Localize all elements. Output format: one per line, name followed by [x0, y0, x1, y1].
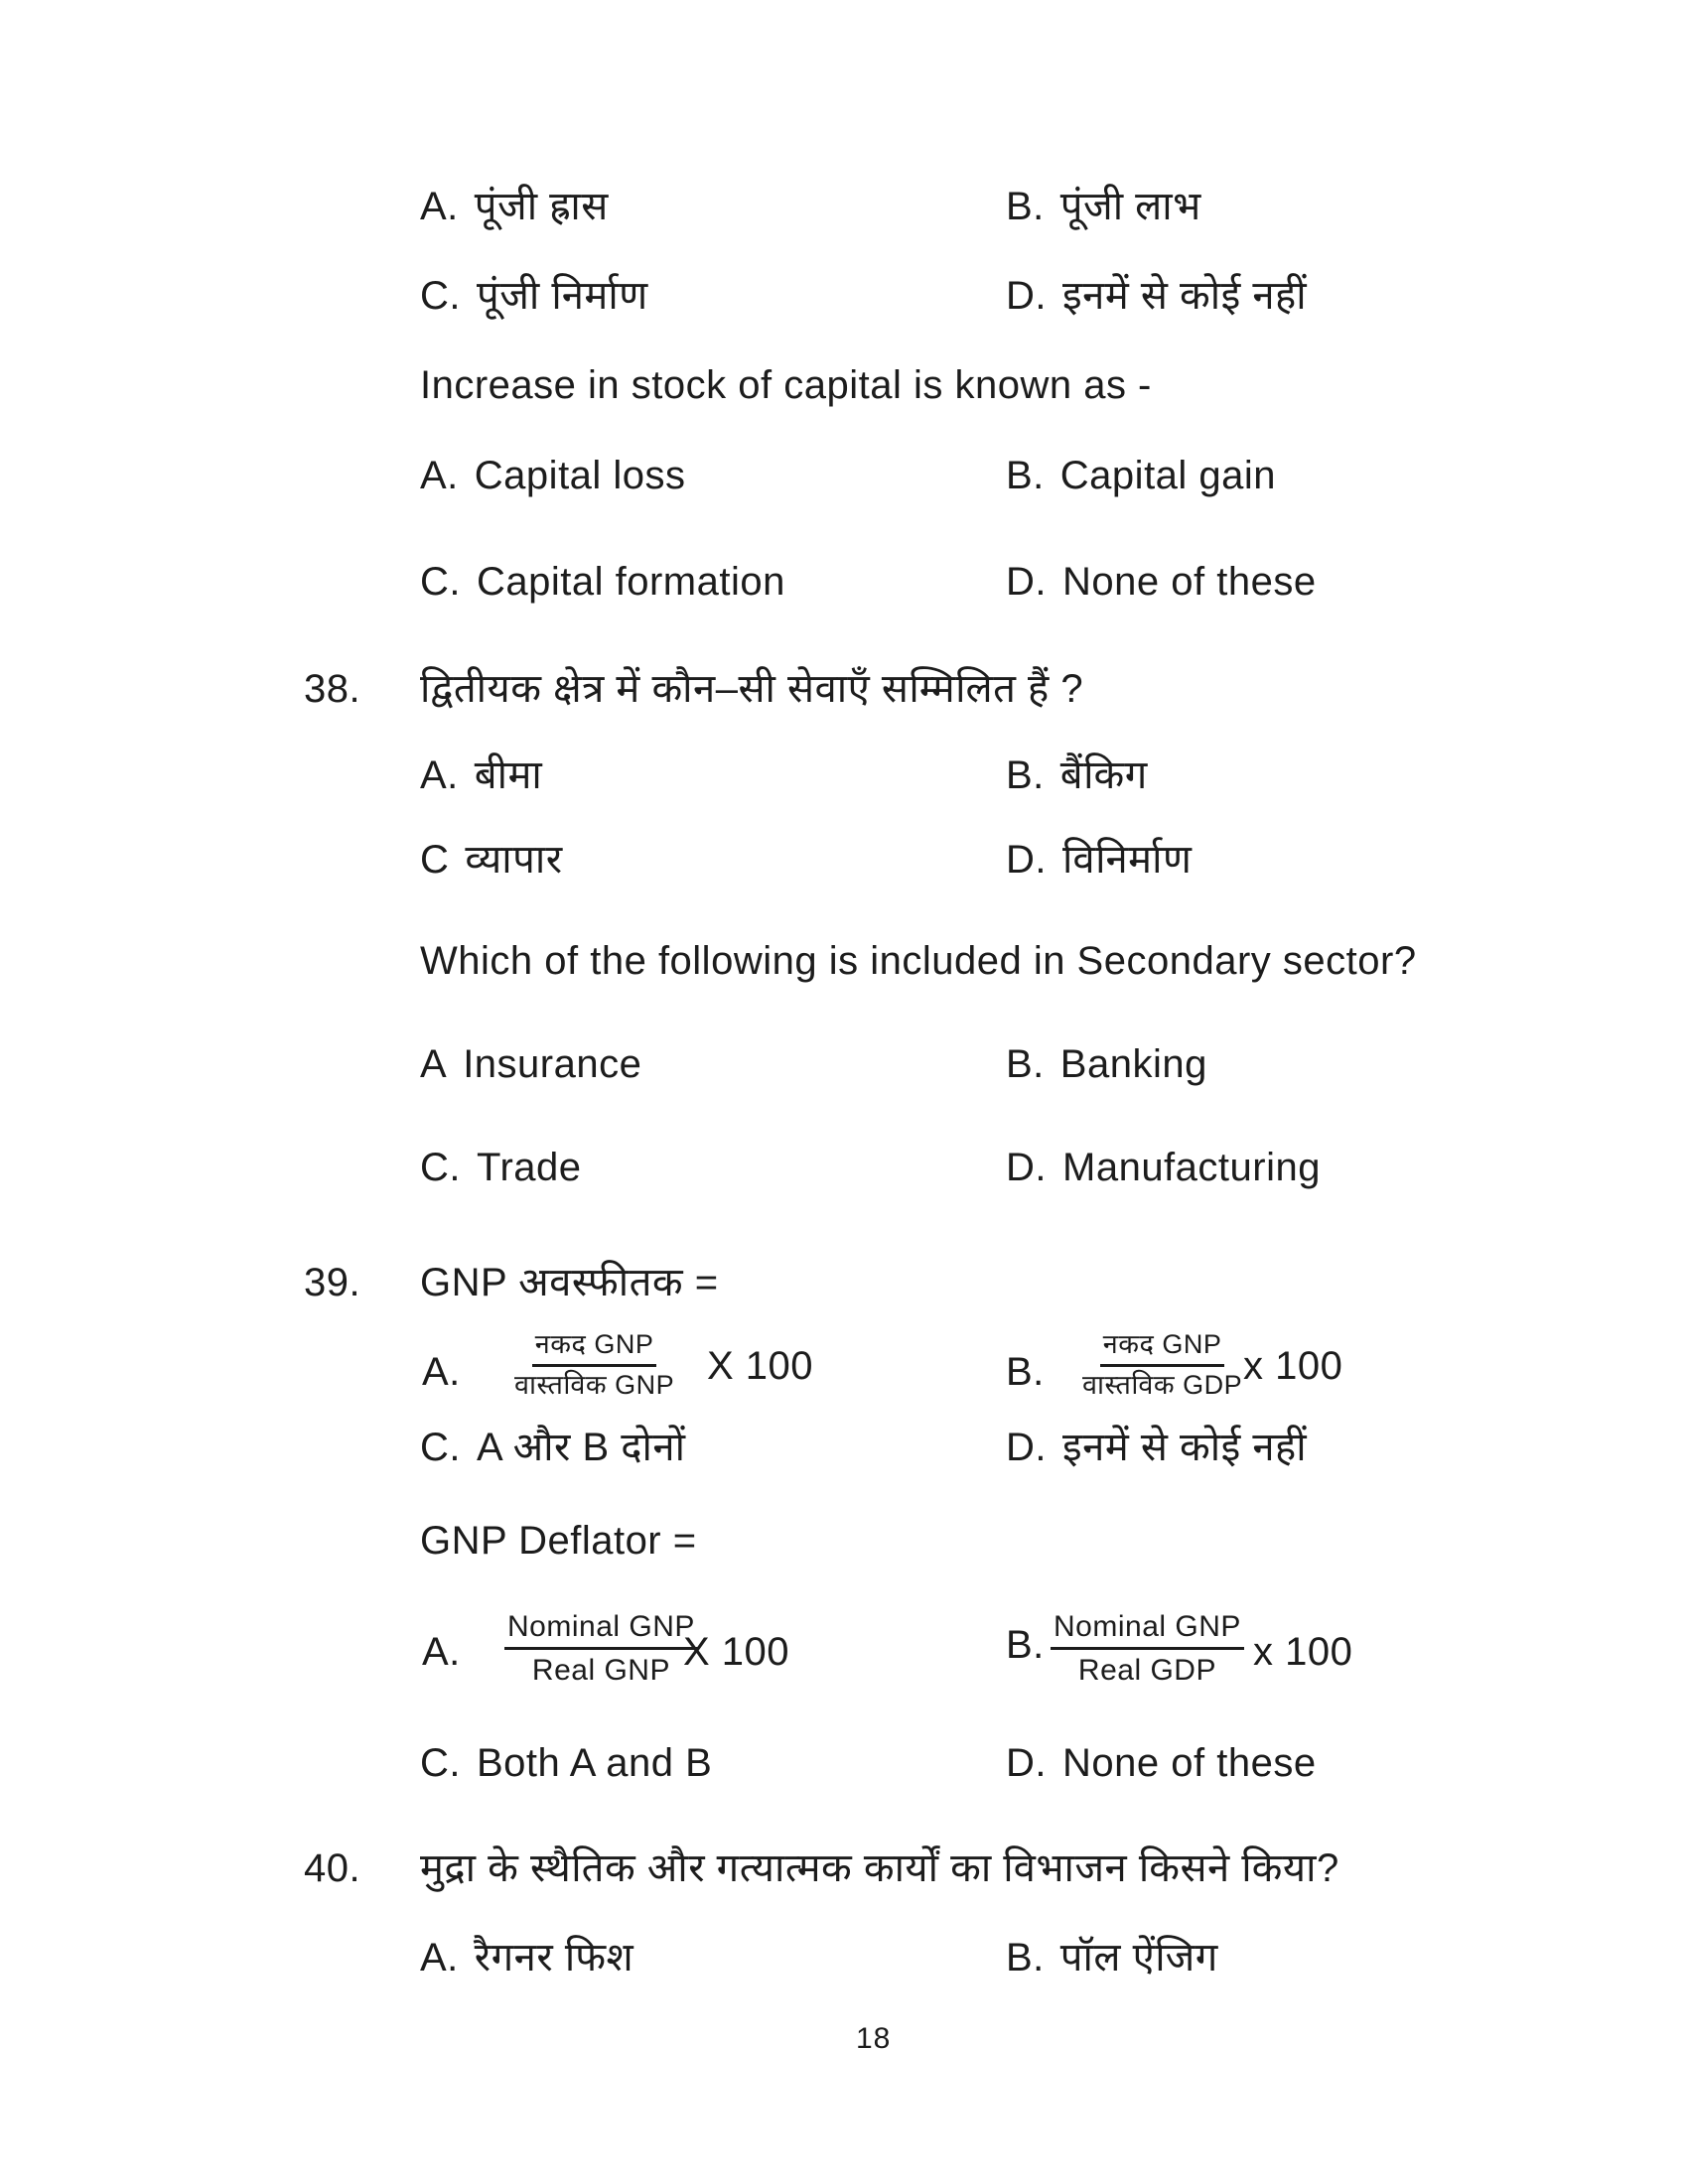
q37-en-option-b-label: B.: [1006, 454, 1045, 497]
q37-en-option-b: [1006, 452, 1276, 499]
q39-en-formula-a-denominator: Real GNP: [531, 1654, 670, 1687]
q37-hi-option-b-text: पूंजी लाभ: [1059, 185, 1201, 228]
q39-hi-formula-a-multiplier: X 100: [707, 1344, 814, 1388]
q39-hi-formula-a-denominator: वास्तविक GNP: [514, 1369, 675, 1400]
q38-en-option-c-text: Trade: [477, 1146, 582, 1189]
q39-hi-formula-b-numerator: नकद GNP: [1100, 1330, 1225, 1367]
q37-hi-option-d-label: D.: [1006, 274, 1047, 318]
q38-en-option-a: [420, 1040, 641, 1088]
q38-hi-option-a: [420, 751, 542, 799]
q38-hi-option-d-text: विनिर्माण: [1062, 838, 1193, 882]
q39-hi-option-d: [1006, 1424, 1307, 1471]
q37-en-option-a-label: A.: [420, 454, 459, 497]
q38-number: 38.: [304, 667, 361, 711]
q40-number: 40.: [304, 1846, 361, 1890]
q38-hi-option-b: [1006, 751, 1148, 799]
q40-hi-option-b-label: B.: [1006, 1936, 1045, 1979]
q38-en-option-d: [1006, 1144, 1321, 1191]
q38-hi-question: द्वितीयक क्षेत्र में कौन–सी सेवाएँ सम्मिलित हैं ?: [420, 667, 1084, 711]
q38-en-option-b: [1006, 1040, 1207, 1088]
q39-en-formula-a-multiplier: X 100: [683, 1630, 790, 1674]
q37-hi-option-c: [420, 272, 648, 320]
q39-en-question: GNP Deflator =: [420, 1519, 697, 1563]
page-number: 18: [856, 2022, 892, 2055]
q39-hi-formula-b-multiplier: x 100: [1243, 1344, 1343, 1388]
q37-en-option-b-text: Capital gain: [1059, 454, 1277, 497]
q39-hi-formula-a-numerator: नकद GNP: [532, 1330, 657, 1367]
q39-number: 39.: [304, 1261, 361, 1304]
q37-en-option-c-label: C.: [420, 560, 461, 604]
q38-hi-option-c-label: C: [420, 838, 450, 882]
q38-hi-option-a-label: A.: [420, 753, 459, 797]
q39-en-formula-b-numerator: Nominal GNP: [1051, 1610, 1244, 1650]
q37-en-option-d-text: None of these: [1062, 560, 1317, 604]
q39-hi-option-c-text: A और B दोनों: [477, 1426, 686, 1469]
q38-en-option-b-label: B.: [1006, 1042, 1045, 1086]
q39-hi-option-c-label: C.: [420, 1426, 461, 1469]
q40-hi-option-a-text: रैगनर फिश: [474, 1936, 634, 1979]
q37-en-question: Increase in stock of capital is known as -: [420, 363, 1152, 407]
q39-en-option-c-text: Both A and B: [477, 1741, 713, 1785]
q39-en-option-c: [420, 1739, 712, 1787]
q39-en-option-c-label: C.: [420, 1741, 461, 1785]
q37-en-option-c-text: Capital formation: [477, 560, 785, 604]
q37-en-option-a-text: Capital loss: [474, 454, 686, 497]
q39-en-option-d-label: D.: [1006, 1741, 1047, 1785]
q39-hi-formula-a-fraction: [514, 1330, 674, 1400]
q39-en-formula-a-numerator: Nominal GNP: [504, 1610, 698, 1650]
q38-en-option-d-text: Manufacturing: [1062, 1146, 1321, 1189]
q37-hi-option-a: [420, 183, 609, 230]
q38-hi-option-a-text: बीमा: [474, 753, 543, 797]
q37-hi-option-c-label: C.: [420, 274, 461, 318]
q39-en-option-d: [1006, 1739, 1317, 1787]
q38-en-option-b-text: Banking: [1059, 1042, 1207, 1086]
q40-hi-question: मुद्रा के स्थैतिक और गत्यात्मक कार्यों का विभाजन किसने किया?: [420, 1846, 1339, 1890]
q39-en-formula-b-label: B.: [1006, 1623, 1045, 1667]
q37-en-option-a: [420, 452, 686, 499]
q38-en-option-a-label: A: [420, 1042, 448, 1086]
q37-hi-option-a-label: A.: [420, 185, 459, 228]
q39-hi-formula-a-label: A.: [422, 1350, 461, 1394]
q37-hi-option-b: [1006, 183, 1201, 230]
q40-hi-option-a: [420, 1934, 633, 1981]
q37-hi-option-c-text: पूंजी निर्माण: [477, 274, 648, 318]
q40-hi-option-b-text: पॉल ऐंजिग: [1059, 1936, 1218, 1979]
q39-hi-formula-b-denominator: वास्तविक GDP: [1082, 1369, 1243, 1400]
q39-en-formula-b-multiplier: x 100: [1253, 1630, 1353, 1674]
q37-hi-option-b-label: B.: [1006, 185, 1045, 228]
q38-hi-option-b-text: बैंकिग: [1059, 753, 1148, 797]
q39-en-formula-b-fraction: [1051, 1610, 1244, 1687]
q38-hi-option-b-label: B.: [1006, 753, 1045, 797]
q39-hi-question: GNP अवस्फीतक =: [420, 1261, 719, 1304]
q38-hi-option-c-text: व्यापार: [465, 838, 563, 882]
q38-hi-option-d: [1006, 836, 1192, 884]
q40-hi-option-b: [1006, 1934, 1218, 1981]
q38-hi-option-c: [420, 836, 563, 884]
q38-en-option-a-text: Insurance: [463, 1042, 642, 1086]
q37-hi-option-d-text: इनमें से कोई नहीं: [1062, 274, 1308, 318]
q39-hi-option-c: [420, 1424, 685, 1471]
q38-en-question: Which of the following is included in Secondary sector?: [420, 939, 1417, 983]
q38-en-option-d-label: D.: [1006, 1146, 1047, 1189]
q37-en-option-d: [1006, 558, 1317, 606]
q37-en-option-d-label: D.: [1006, 560, 1047, 604]
q38-en-option-c: [420, 1144, 582, 1191]
q39-hi-formula-b-label: B.: [1006, 1350, 1045, 1394]
q38-en-option-c-label: C.: [420, 1146, 461, 1189]
q39-en-formula-b-denominator: Real GDP: [1077, 1654, 1216, 1687]
q39-hi-option-d-text: इनमें से कोई नहीं: [1062, 1426, 1308, 1469]
q37-hi-option-d: [1006, 272, 1307, 320]
q37-hi-option-a-text: पूंजी ह्रास: [474, 185, 609, 228]
q39-en-formula-a-fraction: [504, 1610, 698, 1687]
q39-hi-option-d-label: D.: [1006, 1426, 1047, 1469]
q39-hi-formula-b-fraction: [1082, 1330, 1242, 1400]
q38-hi-option-d-label: D.: [1006, 838, 1047, 882]
q37-en-option-c: [420, 558, 785, 606]
q40-hi-option-a-label: A.: [420, 1936, 459, 1979]
q39-en-formula-a-label: A.: [422, 1630, 461, 1674]
q39-en-option-d-text: None of these: [1062, 1741, 1317, 1785]
